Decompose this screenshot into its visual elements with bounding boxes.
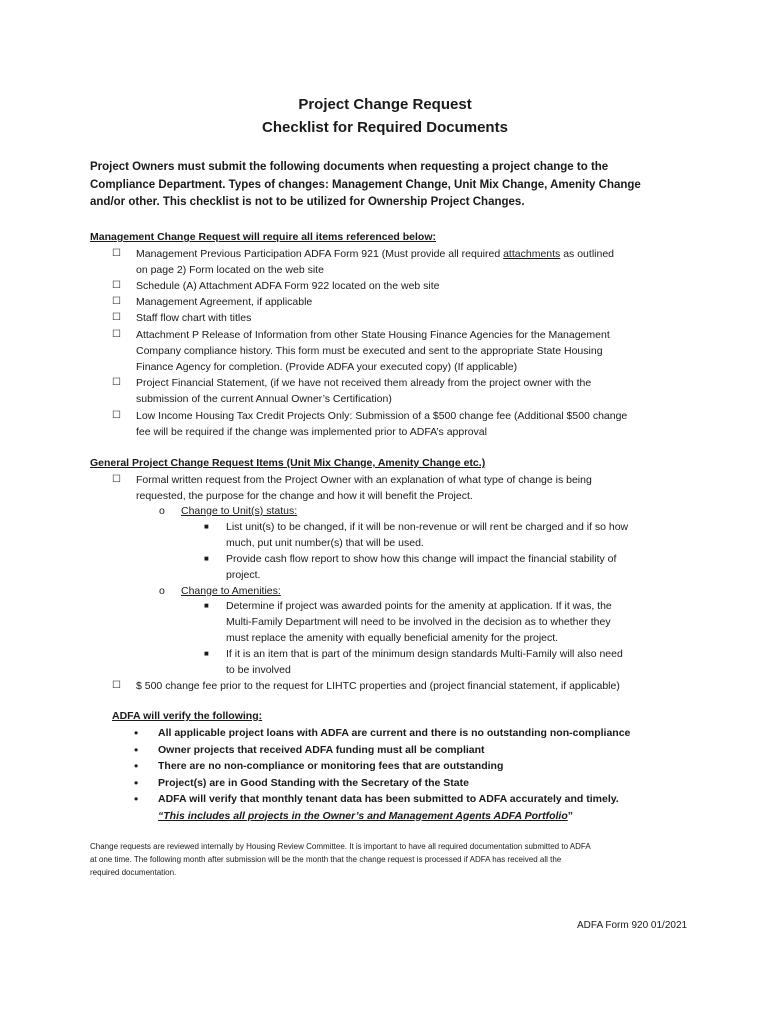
- dot-bullet-icon: •: [134, 726, 139, 740]
- verify-item: All applicable project loans with ADFA are current and there is no outstanding non-compliance: [158, 727, 631, 739]
- checkbox-icon[interactable]: ☐: [112, 329, 121, 340]
- checkbox-icon[interactable]: ☐: [112, 248, 121, 259]
- dot-bullet-icon: •: [134, 792, 139, 806]
- circle-bullet-icon: o: [159, 585, 165, 597]
- sub-item: Provide cash flow report to show how this change will impact the financial stability of project.: [226, 553, 617, 581]
- list-item: Management Agreement, if applicable: [136, 296, 313, 308]
- verify-item: ADFA will verify that monthly tenant data has been submitted to ADFA accurately and timely.: [158, 793, 619, 805]
- list-item: Project Financial Statement, (if we have not received them already from the project owner with the submission of the current Annual Owner’s Certification): [136, 377, 592, 405]
- sub-item: If it is an item that is part of the minimum design standards Multi-Family will also need to be involved: [226, 648, 623, 676]
- note-paragraph: Change requests are reviewed internally by Housing Review Committee. It is important to have all required documentation submitted to ADFA at one time. The following month after submission will be the month that the change request is processed if ADFA has received all the required documentation.: [90, 842, 591, 877]
- square-bullet-icon: ■: [204, 649, 209, 658]
- sub-heading: Change to Unit(s) status:: [181, 505, 298, 517]
- checkbox-icon[interactable]: ☐: [112, 410, 121, 421]
- dot-bullet-icon: •: [134, 759, 139, 773]
- square-bullet-icon: ■: [204, 522, 209, 531]
- management-heading: Management Change Request will require all items referenced below:: [90, 231, 437, 243]
- sub-item: Determine if project was awarded points for the amenity at application. If it was, the Multi-Family Department will need to be involved in the decision as to whether they must replace the amenity with equally beneficial amenity for the project.: [226, 600, 612, 644]
- list-item: Formal written request from the Project Owner with an explanation of what type of change is being requested, the purpose for the change and how it will benefit the Project.: [136, 474, 592, 502]
- checkbox-icon[interactable]: ☐: [112, 680, 121, 691]
- list-item: $ 500 change fee prior to the request for LIHTC properties and (project financial statement, if applicable): [136, 680, 620, 692]
- checkbox-icon[interactable]: ☐: [112, 474, 121, 485]
- square-bullet-icon: ■: [204, 554, 209, 563]
- sub-heading: Change to Amenities:: [181, 585, 281, 597]
- checkbox-icon[interactable]: ☐: [112, 280, 121, 291]
- verify-item: Owner projects that received ADFA funding must all be compliant: [158, 743, 485, 756]
- document-subtitle: Checklist for Required Documents: [262, 119, 508, 136]
- checkbox-icon[interactable]: ☐: [112, 377, 121, 388]
- verify-item: There are no non-compliance or monitoring fees that are outstanding: [158, 760, 504, 772]
- verify-quote: “This includes all projects in the Owner’s and Management Agents ADFA Portfolio”: [158, 809, 574, 822]
- list-item: Schedule (A) Attachment ADFA Form 922 located on the web site: [136, 280, 440, 292]
- dot-bullet-icon: •: [134, 742, 139, 757]
- intro-line: Project Owners must submit the following documents when requesting a project change to the: [90, 161, 609, 173]
- square-bullet-icon: ■: [204, 601, 209, 610]
- list-item: Low Income Housing Tax Credit Projects Only: Submission of a $500 change fee (Additional $500 change fee will be required if the change was implemented prior to ADFA’s approval: [136, 410, 628, 438]
- intro-line: Compliance Department. Types of changes: Management Change, Unit Mix Change, Amenity Change: [90, 178, 641, 191]
- document-title: Project Change Request: [298, 96, 472, 113]
- dot-bullet-icon: •: [134, 775, 139, 790]
- circle-bullet-icon: o: [159, 505, 165, 517]
- verify-heading: ADFA will verify the following:: [112, 710, 263, 722]
- intro-line: and/or other. This checklist is not to be utilized for Ownership Project Changes.: [90, 196, 525, 208]
- checkbox-icon[interactable]: ☐: [112, 296, 121, 307]
- checkbox-icon[interactable]: ☐: [112, 312, 121, 323]
- sub-item: List unit(s) to be changed, if it will be non-revenue or will rent be charged and if so how much, put unit number(s) that will be used.: [226, 521, 629, 549]
- intro-paragraph: [90, 159, 690, 212]
- list-item: Attachment P Release of Information from other State Housing Finance Agencies for the Management Company compliance history. This form must be executed and sent to the appropriate State Housing Finance Agency for completion. (Provide ADFA your executed copy) (If applicable): [136, 329, 610, 373]
- list-item: Staff flow chart with titles: [136, 312, 252, 324]
- general-heading: General Project Change Request Items (Unit Mix Change, Amenity Change etc.): [90, 457, 486, 469]
- list-item: Management Previous Participation ADFA Form 921 (Must provide all required attachments as outlined on page 2) Form located on the web site: [136, 248, 615, 276]
- form-footer: ADFA Form 920 01/2021: [577, 920, 688, 931]
- verify-item: Project(s) are in Good Standing with the Secretary of the State: [158, 776, 469, 789]
